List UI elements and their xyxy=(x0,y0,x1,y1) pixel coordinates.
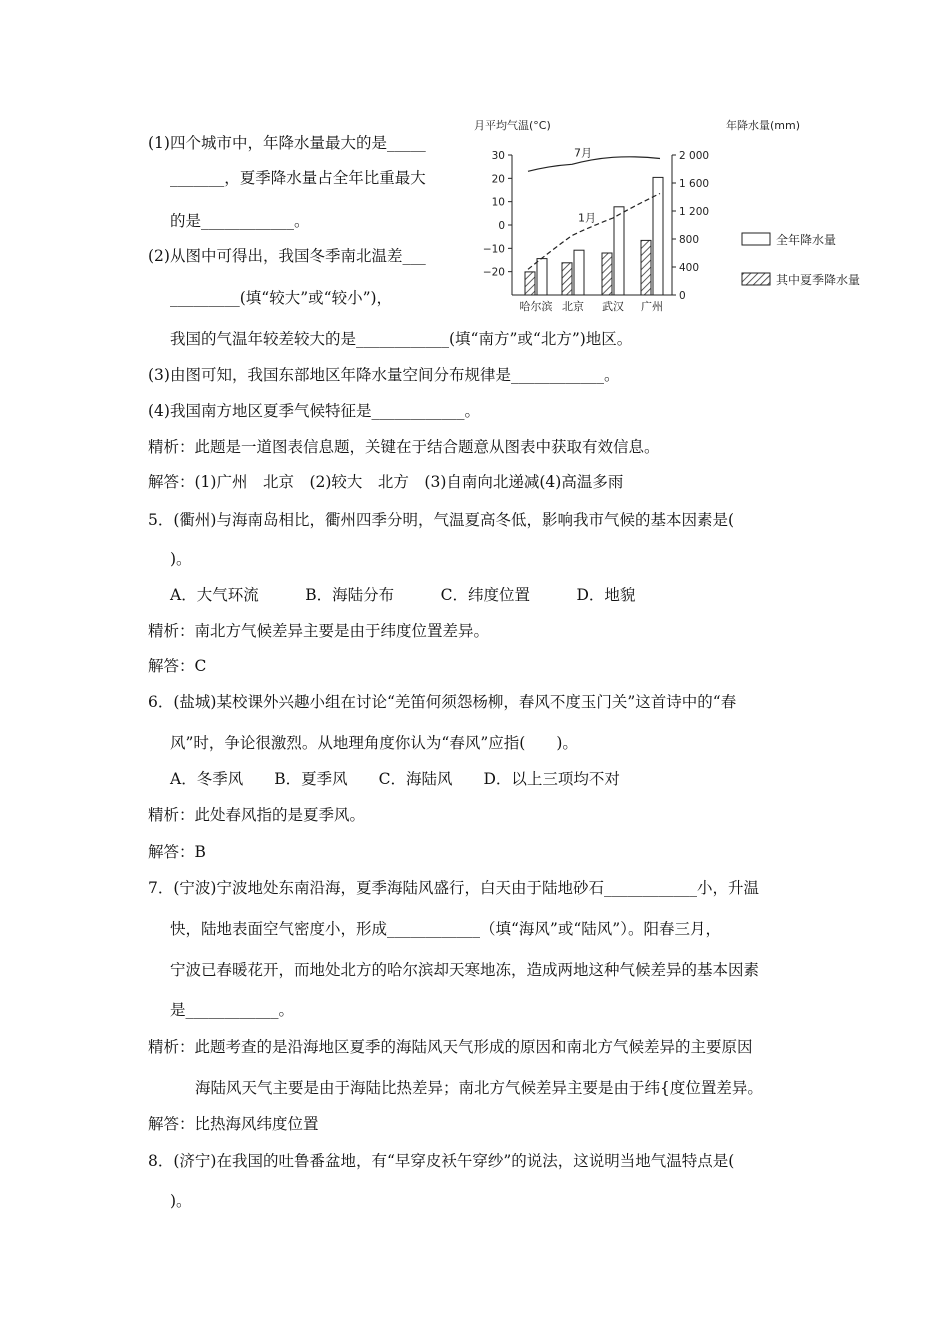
legend-annual-label: 全年降水量 xyxy=(776,233,837,247)
right-tick-label: 1 600 xyxy=(679,178,710,190)
bar-annual-precip xyxy=(537,259,547,295)
left-tick-label: −10 xyxy=(482,243,505,256)
left-tick-label: 10 xyxy=(491,196,505,209)
q4-line-8: (4)我国南方地区夏季气候特征是____________。 xyxy=(148,402,480,420)
q4-answer: 解答：(1)广州 北京 (2)较大 北方 (3)自南向北递减(4)高温多雨 xyxy=(148,473,624,491)
legend-summer-label: 其中夏季降水量 xyxy=(776,273,861,287)
q5-line-2: )。 xyxy=(170,550,192,568)
right-tick-label: 0 xyxy=(679,290,686,302)
q7-line-4: 是____________。 xyxy=(170,1001,295,1019)
q7-answer: 解答：比热海风纬度位置 xyxy=(148,1115,319,1133)
q7-line-1: 7．(宁波)宁波地处东南沿海，夏季海陆风盛行，白天由于陆地砂石____________小，升温 xyxy=(148,879,759,897)
bar-summer-precip xyxy=(641,240,651,295)
july-temp-line xyxy=(528,157,660,172)
legend-annual-swatch xyxy=(742,233,770,245)
legend-summer-swatch xyxy=(742,273,770,285)
july-label: 7月 xyxy=(574,146,592,160)
left-tick-label: 30 xyxy=(491,150,505,162)
q4-line-6: 我国的气温年较差较大的是____________(填“南方”或“北方”)地区。 xyxy=(170,330,633,348)
bar-annual-precip xyxy=(653,177,663,295)
q4-line-5: _________(填“较大”或“较小”)， xyxy=(170,289,393,307)
q5-line-1: 5．(衢州)与海南岛相比，衢州四季分明，气温夏高冬低，影响我市气候的基本因素是( xyxy=(148,511,735,529)
bar-summer-precip xyxy=(602,253,612,295)
q7-analysis-2: 海陆风天气主要是由于海陆比热差异；南北方气候差异主要是由于纬{度位置差异。 xyxy=(195,1079,763,1097)
bar-summer-precip xyxy=(525,272,535,295)
q5-answer: 解答：C xyxy=(148,657,207,675)
left-tick-label: −20 xyxy=(482,266,505,279)
q4-line-4: (2)从图中可得出，我国冬季南北温差___ xyxy=(148,247,426,265)
q6-options: A．冬季风 B．夏季风 C．海陆风 D．以上三项均不对 xyxy=(170,770,620,788)
q4-line-2: _______，夏季降水量占全年比重最大 xyxy=(170,169,426,187)
q6-answer: 解答：B xyxy=(148,843,206,861)
q6-line-2: 风”时，争论很激烈。从地理角度你认为“春风”应指( )。 xyxy=(170,734,578,752)
left-tick-label: 20 xyxy=(491,173,505,186)
bar-annual-precip xyxy=(574,250,584,295)
q8-line-2: )。 xyxy=(170,1192,192,1210)
q6-analysis: 精析：此处春风指的是夏季风。 xyxy=(148,806,366,824)
q8-line-1: 8．(济宁)在我国的吐鲁番盆地，有“早穿皮袄午穿纱”的说法，这说明当地气温特点是( xyxy=(148,1152,735,1170)
january-label: 1月 xyxy=(578,211,596,225)
category-label: 武汉 xyxy=(602,300,624,313)
q4-analysis: 精析：此题是一道图表信息题，关键在于结合题意从图表中获取有效信息。 xyxy=(148,438,660,456)
q7-line-3: 宁波已春暖花开，而地处北方的哈尔滨却天寒地冻，造成两地这种气候差异的基本因素 xyxy=(170,961,760,979)
climate-chart xyxy=(470,115,890,325)
right-tick-label: 800 xyxy=(679,234,700,246)
q5-options: A．大气环流 B．海陆分布 C．纬度位置 D．地貌 xyxy=(170,586,636,604)
category-label: 广州 xyxy=(641,300,663,313)
q4-line-1: (1)四个城市中，年降水量最大的是_____ xyxy=(148,134,426,152)
category-label: 哈尔滨 xyxy=(519,300,553,313)
q6-line-1: 6．(盐城)某校课外兴趣小组在讨论“羌笛何须怨杨柳，春风不度玉门关”这首诗中的“春 xyxy=(148,693,737,711)
right-tick-label: 1 200 xyxy=(679,206,710,218)
q5-analysis: 精析：南北方气候差异主要是由于纬度位置差异。 xyxy=(148,622,490,640)
bar-summer-precip xyxy=(562,263,572,295)
left-axis-label: 月平均气温(°C) xyxy=(474,119,551,132)
right-axis-label: 年降水量(mm) xyxy=(725,119,800,132)
q7-line-2: 快，陆地表面空气密度小，形成____________（填“海风”或“陆风”）。阳春三月， xyxy=(170,920,721,938)
left-tick-label: 0 xyxy=(498,220,505,232)
right-tick-label: 2 000 xyxy=(679,150,710,162)
category-label: 北京 xyxy=(562,300,584,313)
january-temp-line xyxy=(528,194,660,270)
q4-line-7: (3)由图可知，我国东部地区年降水量空间分布规律是____________。 xyxy=(148,366,620,384)
q7-analysis-1: 精析：此题考查的是沿海地区夏季的海陆风天气形成的原因和南北方气候差异的主要原因 xyxy=(148,1038,753,1056)
right-tick-label: 400 xyxy=(679,262,700,274)
q4-line-3: 的是____________。 xyxy=(170,212,310,230)
bar-annual-precip xyxy=(614,207,624,295)
